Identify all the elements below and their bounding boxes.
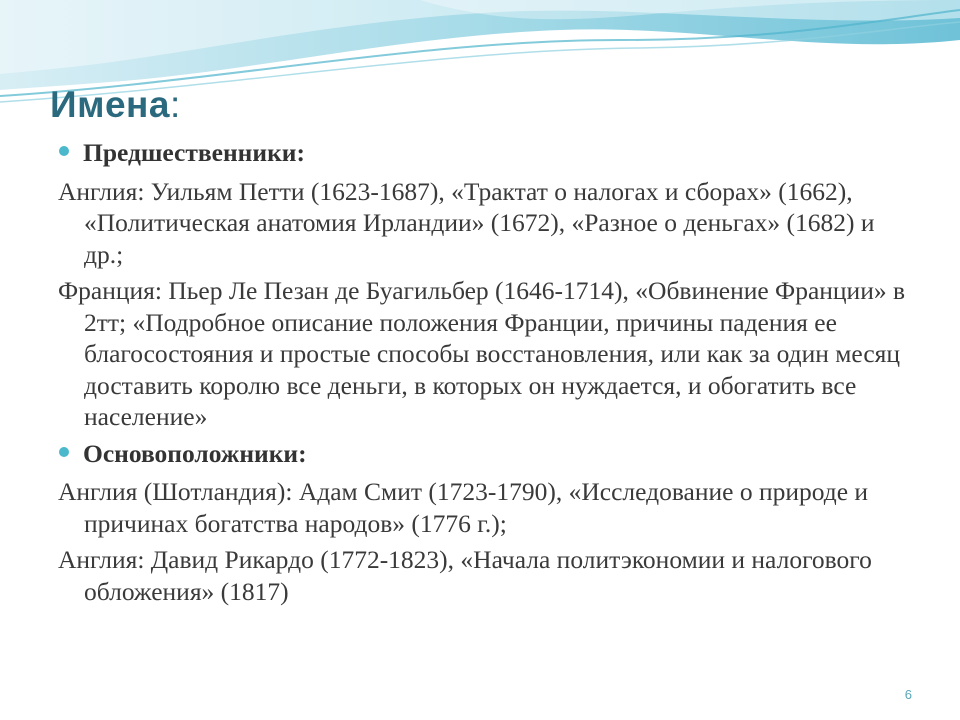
slide-title-colon: :	[169, 84, 181, 125]
section-heading-founders	[58, 438, 918, 470]
slide-content	[58, 137, 918, 612]
paragraph-smith: Англия (Шотландия): Адам Смит (1723-1790), «Исследование о природе и причинах богатства народов» (1776 г.);	[58, 477, 869, 538]
section-heading-text: Основоположники:	[83, 438, 307, 468]
slide-title-text: Имена	[50, 84, 170, 125]
slide-number: 6	[904, 687, 912, 702]
section-heading-text: Предшественники:	[83, 138, 305, 167]
slide-title	[50, 84, 181, 126]
section-heading-predecessors	[58, 137, 918, 169]
paragraph-petty: Англия: Уильям Петти (1623-1687), «Трактат о налогах и сборах» (1662), «Политическая анатомия Ирландии» (1672), «Разное о деньгах» (1682) и др.;	[58, 176, 875, 269]
paragraph-boisguilbert: Франция: Пьер Ле Пезан де Буагильбер (1646-1714), «Обвинение Франции» в 2тт; «Подробное описание положения Франции, причины падения ее благосостояния и простые способы восстановления, или как за один месяц доставить королю все деньги, в которых он нуждается, и обогатить все население»	[58, 276, 906, 431]
paragraph-ricardo: Англия: Давид Рикардо (1772-1823), «Начала политэкономии и налогового обложения» (1817)	[58, 545, 872, 606]
bullet-dot-icon	[59, 447, 69, 457]
bullet-dot-icon	[59, 146, 69, 156]
